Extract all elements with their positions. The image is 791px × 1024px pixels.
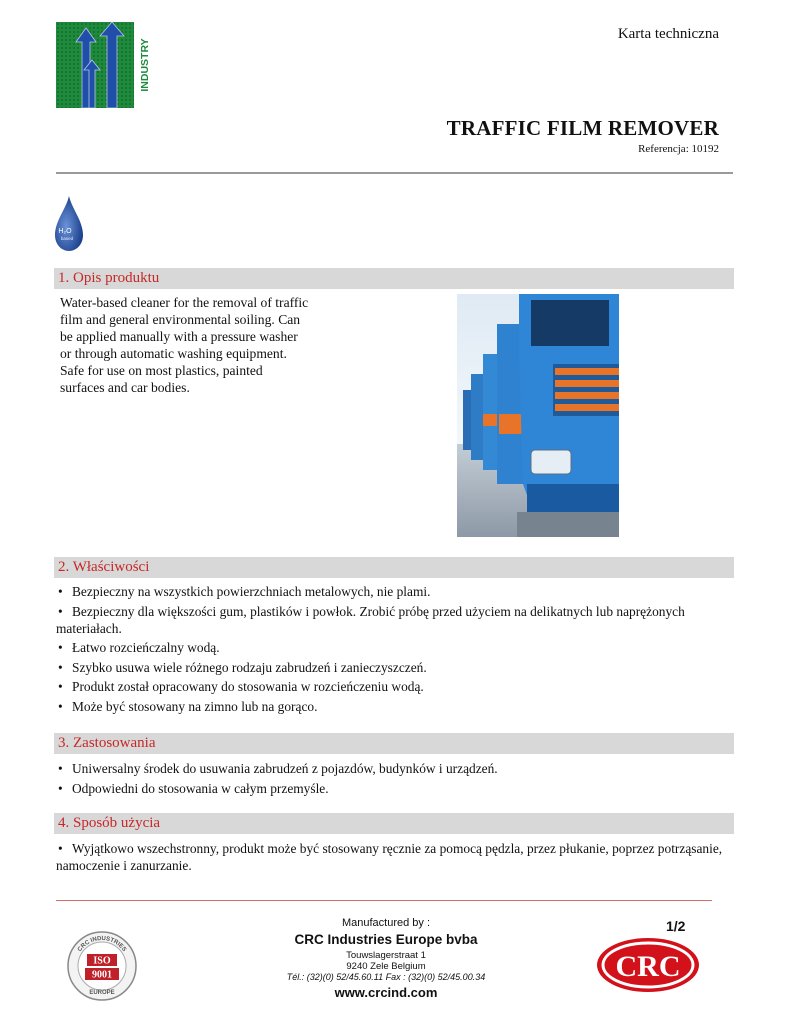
properties-list	[56, 583, 732, 717]
section-heading-usage: 4. Sposób użycia	[54, 813, 734, 834]
section-heading-applications: 3. Zastosowania	[54, 733, 734, 754]
section-heading-properties: 2. Właściwości	[54, 557, 734, 578]
company-street: Touwslagerstraat 1	[346, 950, 426, 961]
list-item: • Wyjątkowo wszechstronny, produkt może być stosowany ręcznie za pomocą pędzla, przez płukanie, poprzez potrząsanie, namoczenie i zanurzanie.	[56, 841, 723, 873]
list-item: • Uniwersalny środek do usuwania zabrudzeń z pojazdów, budynków i urządzeń.	[58, 761, 498, 776]
company-phone-fax: Tél.: (32)(0) 52/45.60.11 Fax : (32)(0) 52/45.00.34	[286, 972, 486, 982]
list-item: • Bezpieczny dla większości gum, plastików i powłok. Zrobić próbę przed użyciem na delikatnych lub naprężonych materiałach.	[56, 603, 685, 636]
usage-list	[56, 840, 732, 877]
applications-list	[56, 760, 732, 799]
list-item: • Odpowiedni do stosowania w całym przemyśle.	[58, 780, 329, 796]
water-drop-icon	[54, 195, 84, 252]
list-item: • Produkt został opracowany do stosowania w rozcieńczeniu wodą.	[58, 679, 424, 694]
company-website-link[interactable]: www.crcind.com	[334, 985, 438, 1000]
svg-text:ISO: ISO	[93, 955, 111, 967]
crc-logo	[596, 936, 700, 994]
trucks-photo	[457, 294, 619, 537]
reference-number	[638, 143, 719, 155]
footer-divider	[56, 900, 712, 901]
section-heading-product-description: 1. Opis produktu	[54, 268, 734, 289]
page-number: 1/2	[666, 918, 686, 934]
svg-text:H₂O: H₂O	[58, 228, 72, 235]
product-title: TRAFFIC FILM REMOVER	[446, 116, 719, 140]
svg-text:9001: 9001	[92, 969, 112, 981]
list-item: • Może być stosowany na zimno lub na gorąco.	[58, 698, 318, 714]
list-item: • Bezpieczny na wszystkich powierzchniach metalowych, nie plami.	[58, 584, 431, 599]
company-city: 9240 Zele Belgium	[346, 961, 426, 972]
svg-text:CRC INDUSTRIES: CRC INDUSTRIES	[77, 935, 127, 953]
product-description: Water-based cleaner for the removal of traffic film and general environmental soiling. Can be applied manually with a pressure washer or through automatic washing equipment. Safe for use on most plastics, painted surfaces and car bodies.	[60, 295, 309, 395]
svg-text:based: based	[60, 236, 74, 241]
manufactured-by-label: Manufactured by :	[341, 917, 431, 929]
svg-text:CRC: CRC	[615, 950, 681, 983]
svg-text:EUROPE: EUROPE	[89, 990, 115, 996]
iso-9001-seal-icon	[66, 930, 138, 1002]
list-item: • Łatwo rozcieńczalny wodą.	[58, 640, 220, 655]
crc-industry-logo	[56, 22, 155, 108]
reference-text: Referencja: 10192	[638, 143, 719, 155]
logo-industry-text: INDUSTRY	[139, 38, 151, 92]
list-item: • Szybko usuwa wiele różnego rodzaju zabrudzeń i zanieczyszczeń.	[58, 659, 427, 675]
company-name: CRC Industries Europe bvba	[294, 932, 478, 947]
header-divider	[56, 172, 733, 174]
document-type: Karta techniczna	[617, 26, 719, 42]
